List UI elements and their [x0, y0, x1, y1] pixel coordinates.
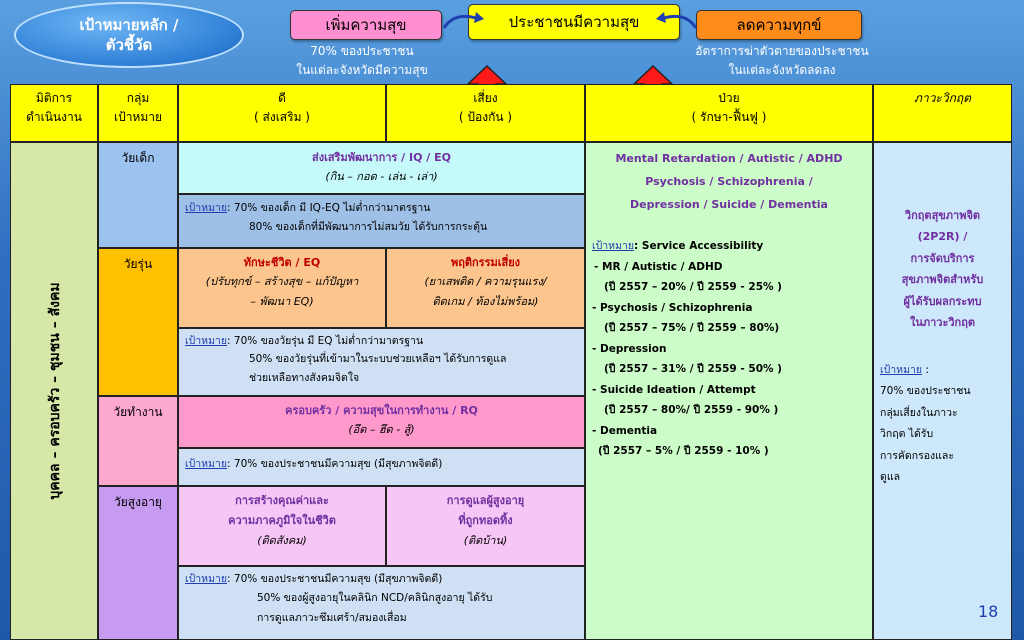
work-title: ครอบครัว / ความสุขในการทำงาน / RQ: [285, 404, 478, 417]
ill-item: - Psychosis / Schizophrenia: [592, 301, 753, 314]
child-target-cell: [178, 194, 585, 248]
group-work: [98, 396, 178, 486]
target-text: การดูแลภาวะซึมเศร้า/สมองเสื่อม: [257, 611, 407, 624]
ill-heading: Depression / Suicide / Dementia: [630, 198, 828, 212]
ill-item: (ปี 2557 – 5% / ปี 2559 - 10% ): [598, 444, 769, 457]
header-ill: [585, 84, 873, 142]
caption-line: ในแต่ละจังหวัดลดลง: [728, 62, 836, 77]
caption-line: 70% ของประชาชน: [310, 44, 414, 58]
crisis-heading: (2P2R) /: [917, 230, 968, 244]
group-child: [98, 142, 178, 248]
work-target-cell: [178, 448, 585, 486]
page-number: 18: [978, 602, 999, 621]
side-label-cell: [10, 142, 98, 640]
header-text: ป่วย: [718, 91, 740, 105]
target-text: ช่วยเหลือทางสังคมจิตใจ: [249, 371, 360, 384]
header-text: ภาวะวิกฤต: [914, 91, 971, 105]
header-text: ( รักษา-ฟื้นฟู ): [691, 109, 767, 124]
crisis-target-line: วิกฤต ได้รับ: [880, 428, 934, 441]
child-subtitle: (กิน – กอด - เล่น - เล่า): [325, 169, 438, 183]
group-work-label: วัยทำงาน: [113, 405, 163, 419]
target-text: 50% ของวัยรุ่นที่เข้ามาในระบบช่วยเหลือฯ ได้รับการดูแล: [249, 353, 507, 366]
elder-good-line: ความภาคภูมิใจในชีวิต: [228, 513, 336, 527]
child-promotion-cell: [178, 142, 585, 194]
target-label: เป้าหมาย: [880, 363, 923, 376]
increase-happiness-label: เพิ่มความสุข: [325, 16, 407, 34]
caption-line: อัตราการฆ่าตัวตายของประชาชน: [695, 44, 869, 58]
crisis-target-line: การคัดกรองและ: [880, 449, 955, 462]
header-text: เสี่ยง: [473, 91, 498, 105]
crisis-target-line: ดูแล: [880, 471, 901, 484]
group-teen: [98, 248, 178, 396]
reduce-suffering-box: [696, 10, 862, 40]
header-text: กลุ่ม: [126, 91, 150, 105]
header-text: ดำเนินงาน: [26, 109, 82, 124]
crisis-target-line: 70% ของประชาชน: [880, 385, 971, 398]
work-family-cell: [178, 396, 585, 448]
header-text: เป้าหมาย: [113, 109, 163, 124]
header-group: [98, 84, 178, 142]
teen-target-cell: [178, 328, 585, 396]
crisis-heading: วิกฤตสุขภาพจิต: [904, 209, 981, 222]
goal-oval-line2: ตัวชี้วัด: [105, 36, 153, 54]
teen-good-sub: – พัฒนา EQ): [250, 294, 314, 308]
side-label: บุคคล – ครอบครัว – ชุมชน – สังคม: [47, 282, 63, 500]
elder-target-cell: [178, 566, 585, 640]
increase-caption: [262, 42, 462, 79]
teen-life-skill-cell: [178, 248, 386, 328]
teen-good-title: ทักษะชีวิต / EQ: [243, 256, 321, 269]
elder-care-cell: [386, 486, 585, 566]
target-label: เป้าหมาย: [185, 202, 228, 214]
elder-good-line: การสร้างคุณค่าและ: [235, 494, 329, 507]
ill-item: (ปี 2557 – 20% / ปี 2559 - 25% ): [604, 281, 782, 294]
target-text: : 70% ของประชาชนมีความสุข (มีสุขภาพจิตดี): [227, 573, 443, 585]
group-child-label: วัยเด็ก: [121, 151, 155, 165]
child-title: ส่งเสริมพัฒนาการ / IQ / EQ: [311, 151, 451, 164]
crisis-heading: สุขภาพจิตสำหรับ: [901, 273, 984, 287]
header-risk: [386, 84, 585, 142]
elder-value-cell: [178, 486, 386, 566]
happy-people-label: ประชาชนมีความสุข: [508, 13, 640, 31]
teen-risk-title: พฤติกรรมเสี่ยง: [450, 256, 521, 269]
ill-item: - Depression: [592, 342, 667, 355]
target-text: : 70% ของวัยรุ่น มี EQ ไม่ต่ำกว่ามาตรฐาน: [227, 335, 424, 347]
ill-item: (ปี 2557 – 80%/ ปี 2559 - 90% ): [604, 404, 779, 417]
ill-item: - MR / Autistic / ADHD: [594, 260, 723, 273]
elder-risk-line: (ติดบ้าน): [463, 533, 508, 547]
ill-treatment-cell: [585, 142, 873, 640]
teen-risk-sub: ติดเกม / ท้องไม่พร้อม): [432, 294, 539, 308]
reduce-caption: [672, 42, 892, 79]
group-elder-label: วัยสูงอายุ: [114, 495, 162, 509]
header-text: ดี: [278, 91, 286, 105]
header-crisis: [873, 84, 1012, 142]
header-dimension: [10, 84, 98, 142]
elder-risk-line: ที่ถูกทอดทิ้ง: [458, 513, 513, 527]
goal-oval-line1: เป้าหมายหลัก /: [79, 15, 179, 34]
target-text: :: [922, 363, 929, 376]
work-subtitle: (อึด – ฮึด - สู้): [348, 423, 415, 437]
increase-happiness-box: [290, 10, 442, 40]
ill-item: (ปี 2557 – 75% / ปี 2559 – 80%): [604, 322, 780, 335]
header-text: ( ป้องกัน ): [458, 109, 513, 124]
target-text: : 70% ของเด็ก มี IQ-EQ ไม่ต่ำกว่ามาตรฐาน: [227, 202, 431, 214]
connector-arrows-icon: [440, 4, 700, 44]
crisis-cell: [873, 142, 1012, 640]
crisis-heading: ในภาวะวิกฤต: [909, 316, 976, 330]
group-teen-label: วัยรุ่น: [123, 257, 153, 271]
header-good: [178, 84, 386, 142]
target-text: : Service Accessibility: [634, 240, 764, 253]
target-label: เป้าหมาย: [185, 458, 228, 470]
crisis-heading: การจัดบริการ: [910, 251, 975, 265]
teen-risk-sub: (ยาเสพติด / ความรุนแรง/: [424, 275, 547, 289]
target-label: เป้าหมาย: [185, 573, 228, 585]
elder-good-line: (ติดสังคม): [257, 533, 307, 547]
target-text: : 70% ของประชาชนมีความสุข (มีสุขภาพจิตดี): [227, 458, 443, 470]
crisis-target-line: กลุ่มเสี่ยงในภาวะ: [880, 406, 958, 419]
group-elder: [98, 486, 178, 640]
teen-good-sub: (ปรับทุกข์ – สร้างสุข – แก้ปัญหา: [205, 275, 359, 289]
target-text: 80% ของเด็กที่มีพัฒนาการไม่สมวัย ได้รับการกระตุ้น: [249, 220, 488, 233]
target-text: 50% ของผู้สูงอายุในคลินิก NCD/คลินิกสูงอายุ ได้รับ: [257, 592, 493, 605]
ill-item: (ปี 2557 – 31% / ปี 2559 - 50% ): [604, 363, 782, 376]
crisis-heading: ผู้ได้รับผลกระทบ: [903, 294, 982, 308]
header-text: ( ส่งเสริม ): [254, 109, 310, 124]
header-text: มิติการ: [35, 91, 73, 105]
teen-risk-behaviour-cell: [386, 248, 585, 328]
target-label: เป้าหมาย: [185, 335, 228, 347]
ill-item: - Suicide Ideation / Attempt: [592, 383, 756, 396]
caption-line: ในแต่ละจังหวัดมีความสุข: [296, 62, 428, 77]
elder-risk-line: การดูแลผู้สูงอายุ: [446, 494, 525, 507]
ill-item: - Dementia: [592, 424, 658, 437]
ill-heading: Mental Retardation / Autistic / ADHD: [615, 152, 843, 165]
ill-heading: Psychosis / Schizophrenia /: [645, 175, 813, 189]
target-label: เป้าหมาย: [592, 240, 635, 253]
reduce-suffering-label: ลดความทุกข์: [736, 16, 822, 34]
goal-indicator-oval: [14, 2, 244, 68]
